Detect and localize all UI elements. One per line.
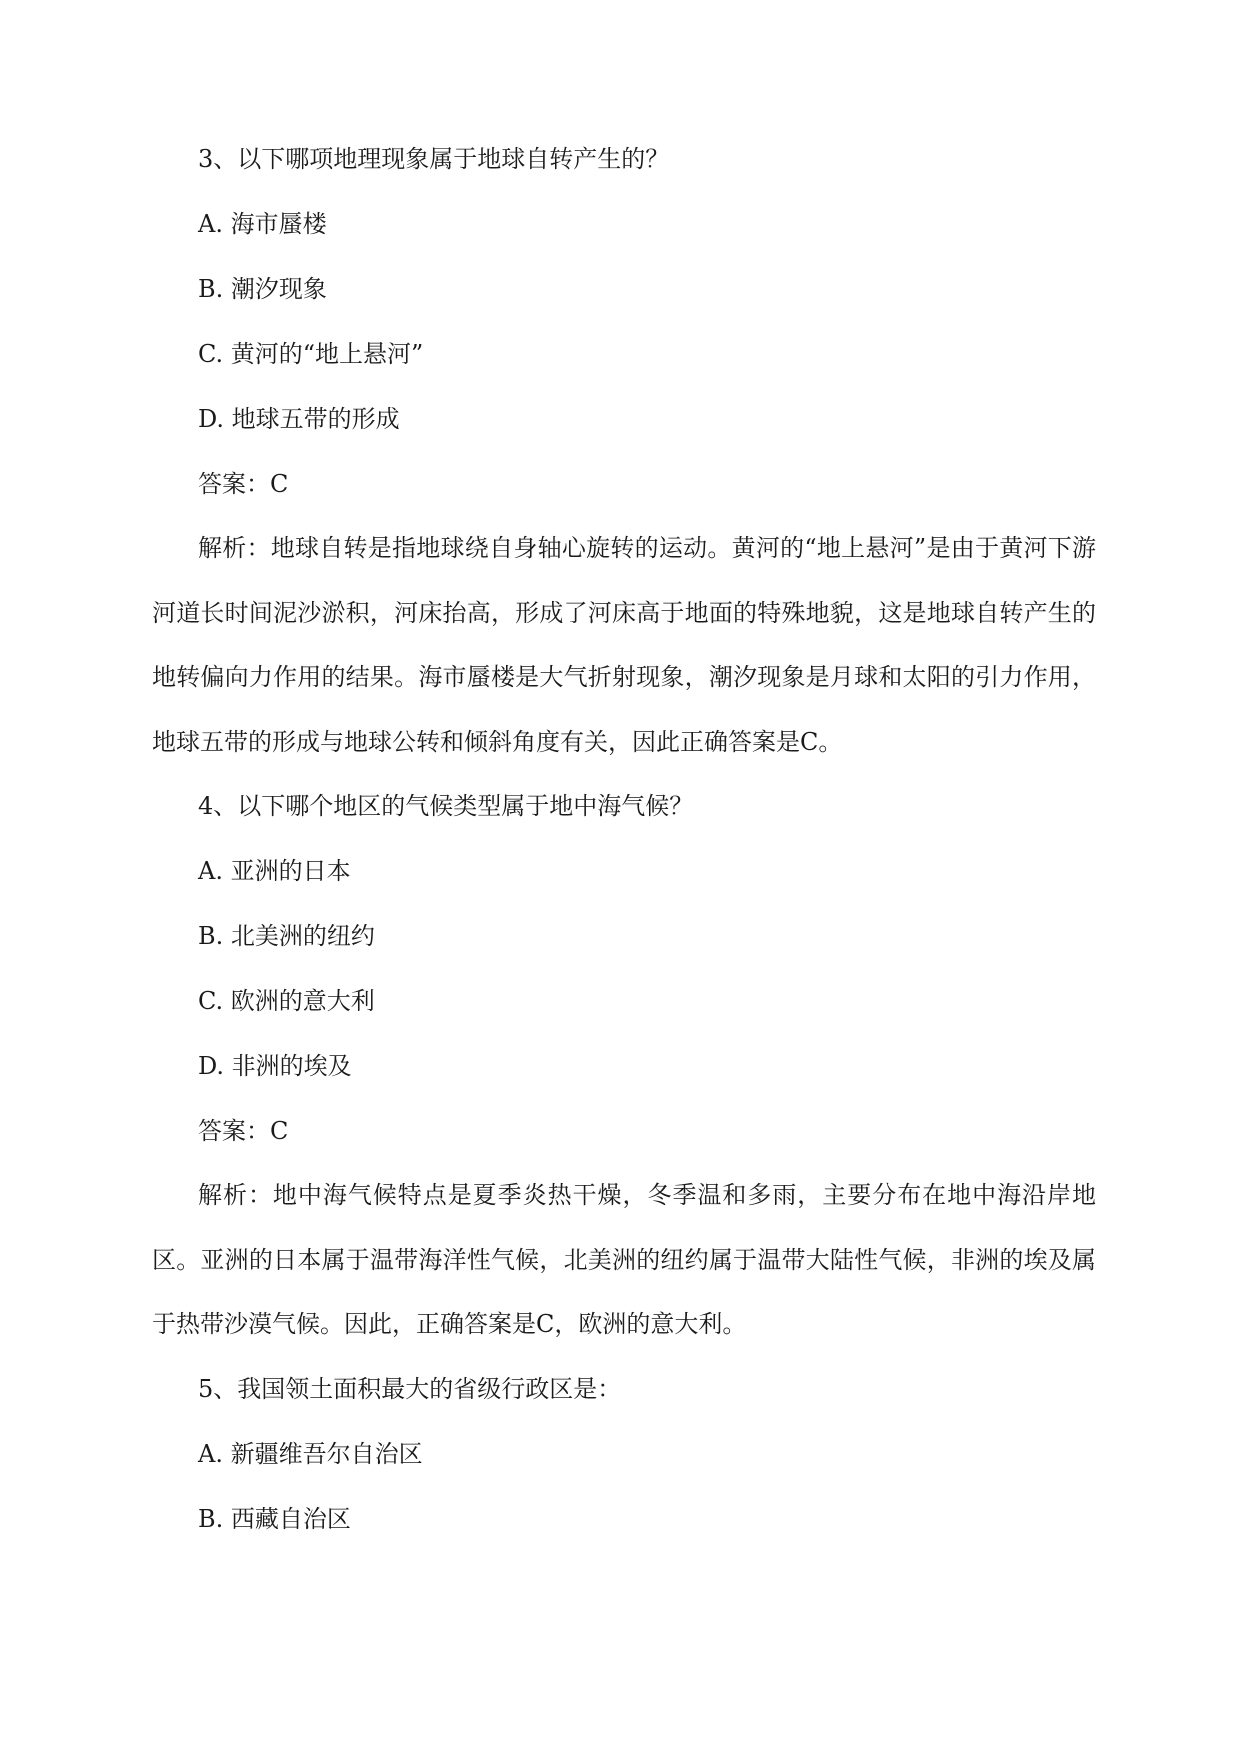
question-3-analysis: 解析：地球自转是指地球绕自身轴心旋转的运动。黄河的“地上悬河”是由于黄河下游河道长时间泥沙淤积，河床抬高，形成了河床高于地面的特殊地貌，这是地球自转产生的地转偏向力作用的结果。海市蜃楼是大气折射现象，潮汐现象是月球和太阳的引力作用，地球五带的形成与地球公转和倾斜角度有关，因此正确答案是C。 [152,534,1096,756]
question-4-analysis: 解析：地中海气候特点是夏季炎热干燥，冬季温和多雨，主要分布在地中海沿岸地区。亚洲的日本属于温带海洋性气候，北美洲的纽约属于温带大陆性气候，非洲的埃及属于热带沙漠气候。因此，正确答案是C，欧洲的意大利。 [152,1181,1096,1338]
question-3-option-b: B. 潮汐现象 [198,275,327,303]
question-4-option-a: A. 亚洲的日本 [198,857,351,885]
page-content [152,142,1096,1536]
question-3-option-d: D. 地球五带的形成 [198,405,400,433]
question-5-stem: 5、我国领土面积最大的省级行政区是： [198,1374,622,1403]
question-3-option-a: A. 海市蜃楼 [198,210,327,238]
question-4-option-b: B. 北美洲的纽约 [198,922,375,950]
question-3-option-c: C. 黄河的“地上悬河” [198,340,424,368]
question-4-answer: 答案：C [198,1117,289,1145]
question-3-answer: 答案：C [198,470,289,498]
question-3-stem: 3、以下哪项地理现象属于地球自转产生的？ [198,145,670,173]
question-4-option-d: D. 非洲的埃及 [198,1052,352,1080]
question-4-option-c: C. 欧洲的意大利 [198,987,375,1015]
question-4-stem: 4、以下哪个地区的气候类型属于地中海气候？ [198,792,694,820]
question-5-option-b: B. 西藏自治区 [198,1504,351,1533]
question-5-option-a: A. 新疆维吾尔自治区 [198,1439,423,1468]
